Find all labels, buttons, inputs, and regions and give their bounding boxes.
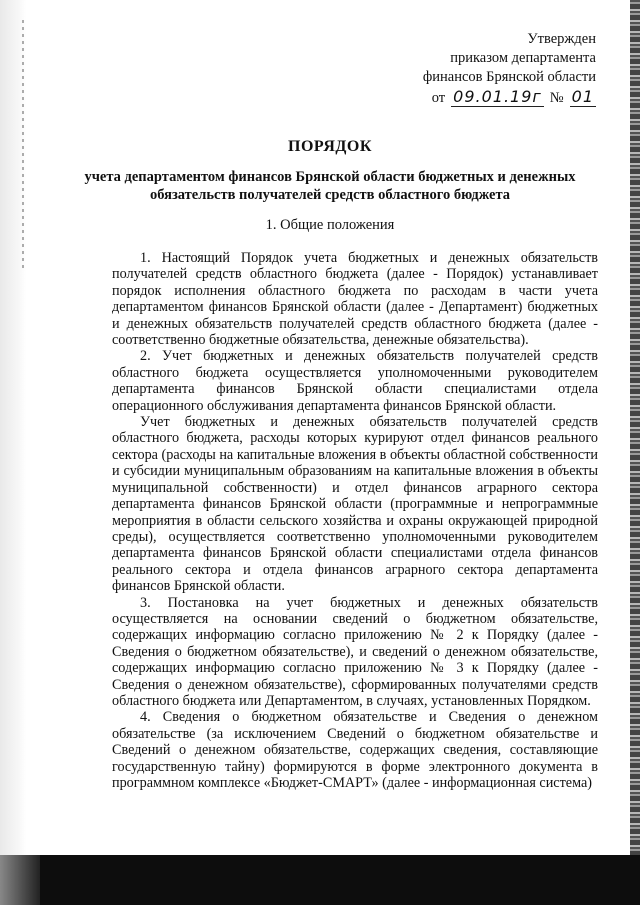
document-title: ПОРЯДОК xyxy=(288,138,372,155)
document-body xyxy=(112,250,598,791)
approval-date-prefix: от xyxy=(431,90,446,106)
scan-right-edge xyxy=(630,0,640,905)
scan-bottom-corner xyxy=(0,855,40,905)
approval-line-approved: Утвержден xyxy=(527,31,596,47)
paragraph: 2. Учет бюджетных и денежных обязательств получателей средств областного бюджета осуществляется уполномоченными руководителем департамента финансов Брянской области специалистами отдела операционного обслуживания департамента финансов Брянской области. xyxy=(112,348,598,414)
document-title-block xyxy=(60,138,600,204)
scan-bottom-edge xyxy=(40,855,640,905)
document-subtitle: учета департаментом финансов Брянской области бюджетных и денежных обязательств получателей средств областного бюджета xyxy=(84,169,576,203)
approval-line-department: финансов Брянской области xyxy=(422,69,596,85)
section-heading: 1. Общие положения xyxy=(265,217,395,233)
approval-number-prefix: № xyxy=(549,90,564,106)
approval-date-handwritten: 09.01.19г xyxy=(453,87,542,106)
approval-line-order: приказом департамента xyxy=(450,50,596,66)
paragraph: 3. Постановка на учет бюджетных и денежных обязательств осуществляется на основании сведений о бюджетном обязательстве, содержащих информацию согласно приложению № 2 к Порядку (далее - Сведения о бюджетном обязательстве), и сведений о денежном обязательстве, содержащих информацию согласно приложению № 3 к Порядку (далее - Сведения о денежном обязательстве), сформированных получателями средств областного бюджета или Департаментом, в случаях, установленных Порядком. xyxy=(112,594,598,709)
approval-date-line xyxy=(366,87,596,108)
paragraph: 4. Сведения о бюджетном обязательстве и Сведения о денежном обязательстве (за исключением Сведений о бюджетном обязательстве и Сведений о денежном обязательстве, содержащих сведения, составляющие государственную тайну) формируются в форме электронного документа в программном комплексе «Бюджет-СМАРТ» (далее - информационная система) xyxy=(112,709,598,791)
approval-number-handwritten: 01 xyxy=(571,87,594,106)
approval-stamp xyxy=(366,30,596,108)
paragraph: 1. Настоящий Порядок учета бюджетных и денежных обязательств получателей средств областного бюджета (далее - Порядок) устанавливает порядок исполнения областного бюджета по расходам в части учета департаментом финансов Брянской области (далее - Департамент) бюджетных и денежных обязательств получателей средств областного бюджета (далее - соответственно бюджетные обязательства, денежные обязательства). xyxy=(112,250,598,349)
scan-left-margin xyxy=(0,0,26,905)
paragraph: Учет бюджетных и денежных обязательств получателей средств областного бюджета, расходы которых курируют отдел финансов реального сектора (расходы на капитальные вложения в объекты областной собственности и субсидии муниципальным образованиям на капитальные вложения в объекты муниципальной собственности) и отдел финансов аграрного сектора департамента финансов Брянской области (программные и непрограммные мероприятия в области сельского хозяйства и охраны окружающей природной среды), осуществляется соответственно уполномоченными руководителем департамента финансов Брянской области специалистами отдела финансов реального сектора и отдела финансов аграрного сектора департамента финансов Брянской области. xyxy=(112,414,598,595)
